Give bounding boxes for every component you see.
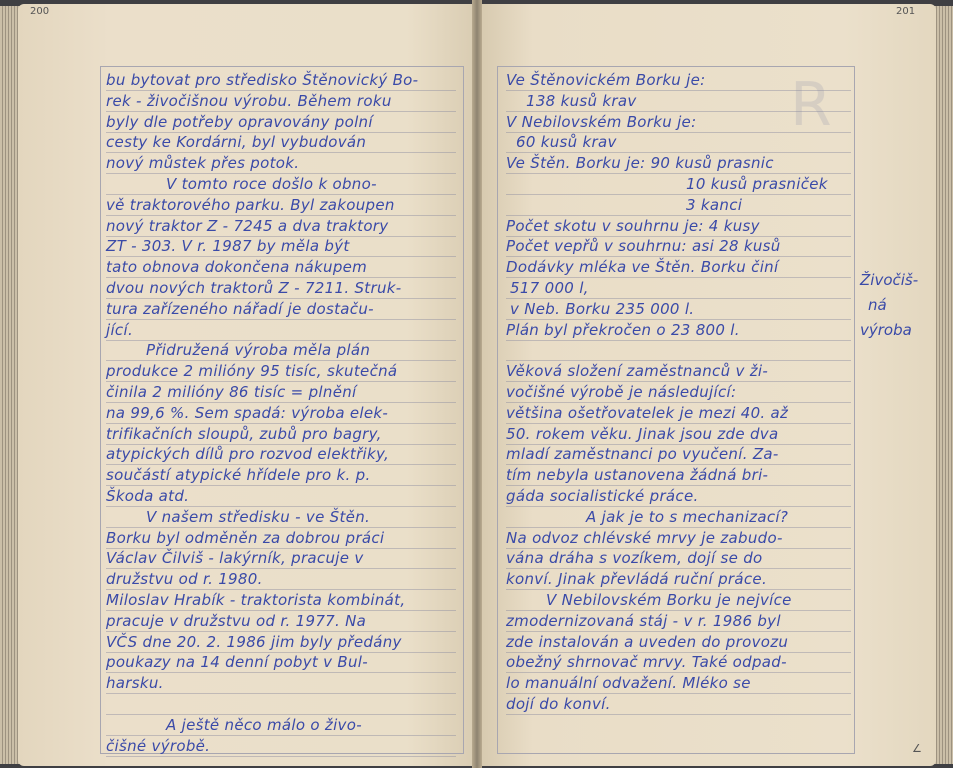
text-line: mladí zaměstnanci po vyučení. Za- (506, 444, 851, 465)
text-line: bu bytovat pro středisko Štěnovický Bo- (106, 70, 456, 91)
text-line: ZT - 303. V r. 1987 by měla být (106, 236, 456, 257)
text-line: Dodávky mléka ve Štěn. Borku činí (506, 257, 851, 278)
book-gutter (472, 0, 482, 768)
text-line: Plán byl překročen o 23 800 l. (506, 320, 851, 341)
text-line: 50. rokem věku. Jinak jsou zde dva (506, 424, 851, 445)
faint-letter-mark: R (790, 70, 832, 140)
text-line: v Neb. Borku 235 000 l. (506, 299, 851, 320)
text-line: V tomto roce došlo k obno- (106, 174, 456, 195)
text-line: pracuje v družstvu od r. 1977. Na (106, 611, 456, 632)
text-line: zde instalován a uveden do provozu (506, 632, 851, 653)
text-line: konví. Jinak převládá ruční práce. (506, 569, 851, 590)
text-line: Počet skotu v souhrnu je: 4 kusy (506, 216, 851, 237)
text-line: byly dle potřeby opravovány polní (106, 112, 456, 133)
text-line: harsku. (106, 673, 456, 694)
text-line: Počet vepřů v souhrnu: asi 28 kusů (506, 236, 851, 257)
text-line (106, 694, 456, 715)
text-line: 60 kusů krav (506, 132, 851, 153)
text-line: VČS dne 20. 2. 1986 jim byly předány (106, 632, 456, 653)
text-line: zmodernizovaná stáj - v r. 1986 byl (506, 611, 851, 632)
text-line: čišné výrobě. (106, 736, 456, 757)
text-line: tato obnova dokončena nákupem (106, 257, 456, 278)
text-line: činila 2 milióny 86 tisíc = plnění (106, 382, 456, 403)
text-line: A ještě něco málo o živo- (106, 715, 456, 736)
text-line: poukazy na 14 denní pobyt v Bul- (106, 652, 456, 673)
text-line: vě traktorového parku. Byl zakoupen (106, 195, 456, 216)
text-line: V Nebilovském Borku je: (506, 112, 851, 133)
text-line: Věková složení zaměstnanců v ži- (506, 361, 851, 382)
text-line: 517 000 l, (506, 278, 851, 299)
text-line: dvou nových traktorů Z - 7211. Struk- (106, 278, 456, 299)
margin-note (860, 268, 918, 343)
text-line: nový můstek přes potok. (106, 153, 456, 174)
text-line: V našem středisku - ve Štěn. (106, 507, 456, 528)
margin-note-line: výroba (860, 321, 912, 339)
text-line: 10 kusů prasniček (506, 174, 851, 195)
corner-mark: ∠ (912, 742, 922, 755)
text-line: 138 kusů krav (506, 91, 851, 112)
text-line: tura zařízeného nářadí je dostaču- (106, 299, 456, 320)
text-line: atypických dílů pro rozvod elektřiky, (106, 444, 456, 465)
text-line: rek - živočišnou výrobu. Během roku (106, 91, 456, 112)
text-line: družstvu od r. 1980. (106, 569, 456, 590)
text-line: vočišné výrobě je následující: (506, 382, 851, 403)
text-line: Škoda atd. (106, 486, 456, 507)
text-line: gáda socialistické práce. (506, 486, 851, 507)
margin-note-line: ná (868, 296, 887, 314)
text-line: vána dráha s vozíkem, dojí se do (506, 548, 851, 569)
text-line: Ve Štěnovickém Borku je: (506, 70, 851, 91)
text-line: Přidružená výroba měla plán (106, 340, 456, 361)
left-page-number: 200 (30, 6, 50, 17)
margin-note-line: Živočiš- (860, 271, 919, 289)
text-line: 3 kanci (506, 195, 851, 216)
text-line: A jak je to s mechanizací? (506, 507, 851, 528)
text-line: většina ošetřovatelek je mezi 40. až (506, 403, 851, 424)
text-line: cesty ke Kordárni, byl vybudován (106, 132, 456, 153)
right-page-number: 201 (896, 6, 916, 17)
text-line: Ve Štěn. Borku je: 90 kusů prasnic (506, 153, 851, 174)
text-line: produkce 2 milióny 95 tisíc, skutečná (106, 361, 456, 382)
text-line: Miloslav Hrabík - traktorista kombinát, (106, 590, 456, 611)
text-line: lo manuální odvažení. Mléko se (506, 673, 851, 694)
text-line: Václav Čilviš - lakýrník, pracuje v (106, 548, 456, 569)
text-line: jící. (106, 320, 456, 341)
text-line: nový traktor Z - 7245 a dva traktory (106, 216, 456, 237)
text-line: Borku byl odměněn za dobrou práci (106, 528, 456, 549)
text-line: V Nebilovském Borku je nejvíce (506, 590, 851, 611)
text-line: tím nebyla ustanovena žádná bri- (506, 465, 851, 486)
text-line: Na odvoz chlévské mrvy je zabudo- (506, 528, 851, 549)
text-line: trifikačních sloupů, zubů pro bagry, (106, 424, 456, 445)
text-line (506, 340, 851, 361)
right-page-edges (933, 6, 953, 764)
text-line: na 99,6 %. Sem spadá: výroba elek- (106, 403, 456, 424)
text-line: dojí do konví. (506, 694, 851, 715)
text-line: obežný shrnovač mrvy. Také odpad- (506, 652, 851, 673)
text-line: součástí atypické hřídele pro k. p. (106, 465, 456, 486)
